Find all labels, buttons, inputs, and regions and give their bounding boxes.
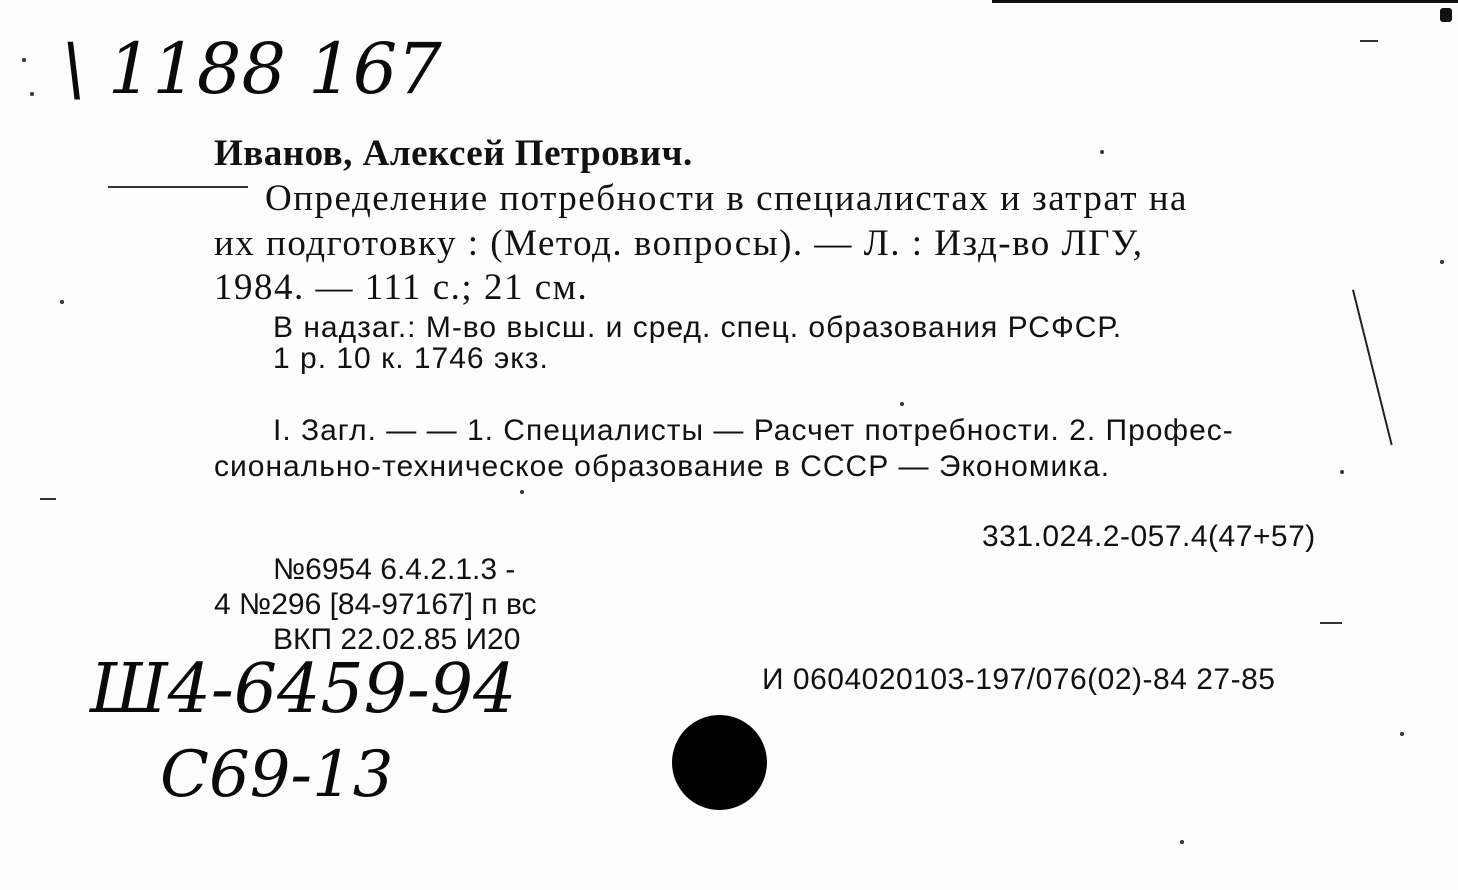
scan-noise — [30, 92, 34, 96]
subject-line: сионально-техническое образование в СССР — Экономика. — [214, 450, 1111, 483]
scan-noise — [1180, 840, 1184, 844]
punch-hole — [672, 715, 767, 810]
scan-noise — [520, 490, 524, 494]
scan-noise — [1400, 732, 1404, 736]
title-line: 1984. — 111 с.; 21 см. — [214, 267, 589, 308]
title-line: Определение потребности в специалистах и затрат на — [265, 178, 1188, 219]
title-line: их подготовку : (Метод. вопросы). — Л. : Изд-во ЛГУ, — [214, 223, 1144, 264]
technical-line: 4 №296 [84-97167] п вс — [214, 588, 537, 621]
scan-noise — [1440, 260, 1444, 264]
scan-noise — [900, 402, 904, 406]
corner-mark — [1440, 8, 1452, 22]
scan-noise — [1340, 470, 1344, 474]
udc-index: 331.024.2-057.4(47+57) — [982, 520, 1316, 553]
scan-noise — [1100, 150, 1104, 154]
technical-line: ВКП 22.02.85 И20 — [273, 623, 521, 656]
scan-noise — [22, 58, 26, 62]
publication-code: И 0604020103-197/076(02)-84 27-85 — [762, 663, 1276, 696]
technical-line: №6954 6.4.2.1.3 - — [273, 553, 516, 586]
subject-line: I. Загл. — — 1. Специалисты — Расчет потребности. 2. Профес- — [273, 414, 1234, 447]
note-line: В надзаг.: М-во высш. и сред. спец. образования РСФСР. — [273, 311, 1123, 344]
handwritten-call-number: \ 1188 167 — [62, 28, 442, 110]
margin-line — [1352, 290, 1393, 446]
handwritten-shelf-mark: С69-13 — [160, 738, 394, 812]
author-heading: Иванов, Алексей Петрович. — [214, 133, 693, 174]
top-border — [992, 0, 1458, 3]
scan-noise — [1360, 40, 1378, 42]
handwritten-inventory-number: Ш4-6459-94 — [90, 650, 517, 729]
note-line: 1 р. 10 к. 1746 экз. — [273, 342, 549, 375]
scan-noise — [108, 186, 248, 188]
scan-noise — [40, 498, 56, 500]
scan-noise — [1320, 622, 1342, 624]
scan-noise — [60, 300, 64, 304]
